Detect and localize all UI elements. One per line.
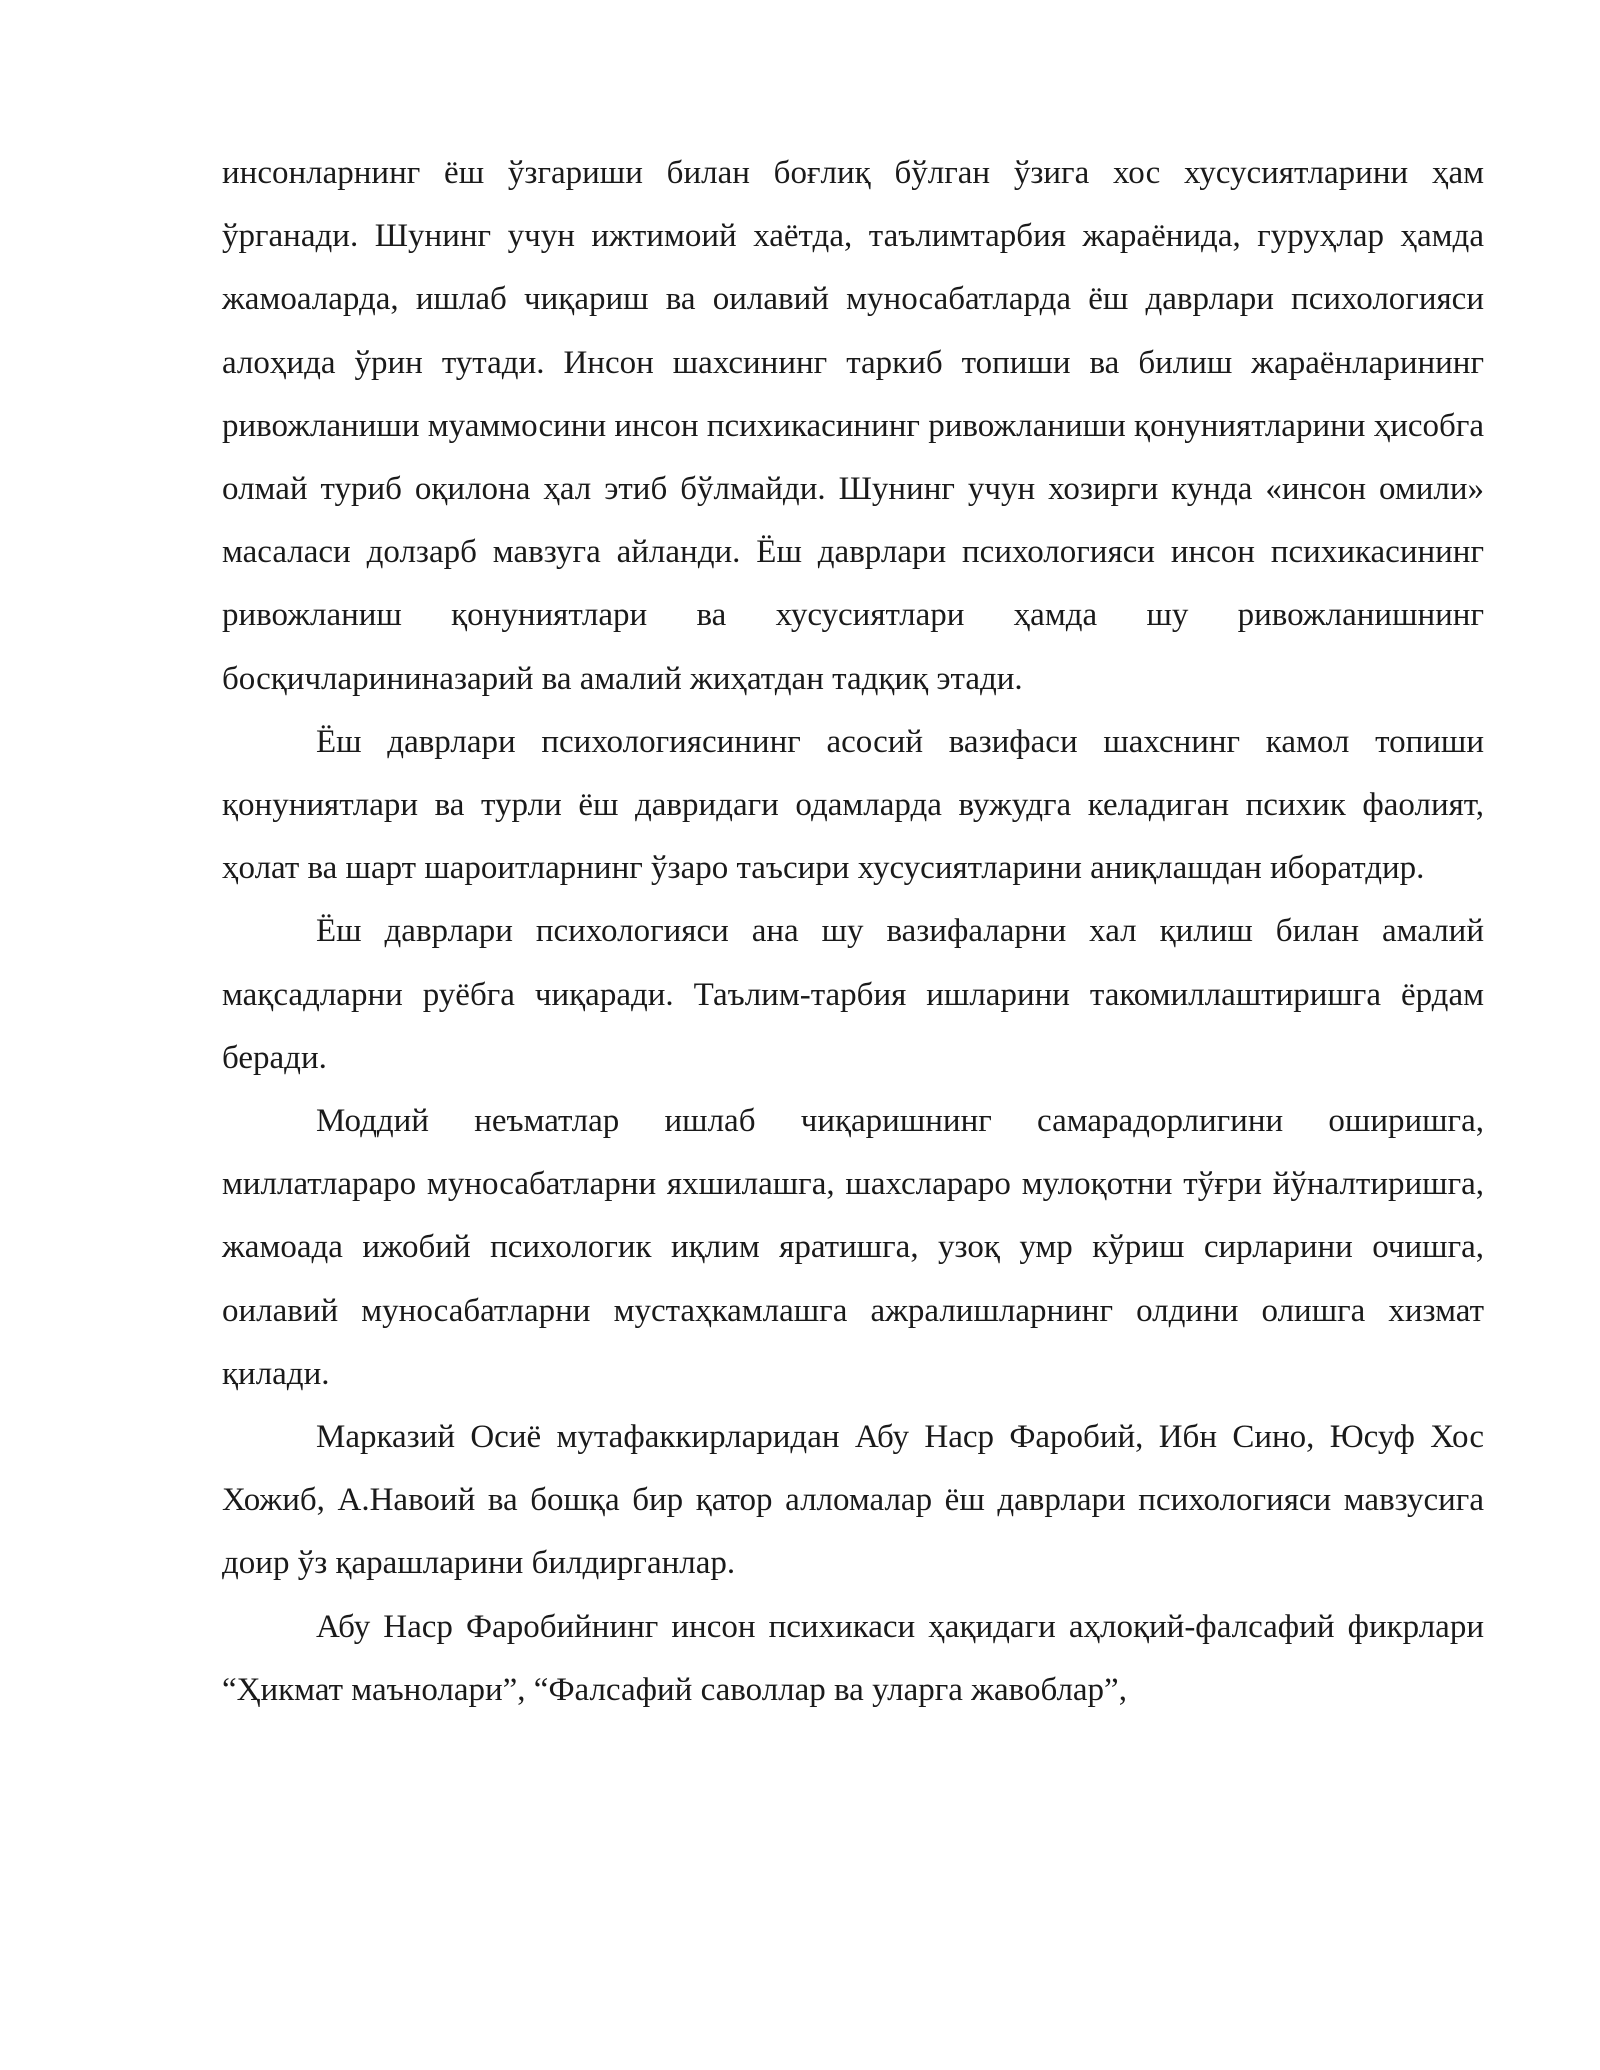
document-body [222, 142, 1484, 1722]
paragraph-practical-goals: Ёш даврлари психологияси ана шу вазифаларни хал қилиш билан амалий мақсадларни руёбга чиқаради. Таълим-тарбия ишларини такомиллаштиришга ёрдам беради. [222, 913, 1484, 1076]
paragraph-farabi: Абу Наср Фаробийнинг инсон психикаси ҳақидаги аҳлоқий-фалсафий фикрлари “Ҳикмат маънолари”, “Фалсафий саволлар ва уларга жавоблар”, [222, 1608, 1484, 1708]
paragraph-material-goods: Моддий неъматлар ишлаб чиқаришнинг самарадорлигини оширишга, миллатлараро муносабатларни яхшилашга, шахслараро мулоқотни тўғри йўналтиришга, жамоада ижобий психологик иқлим яратишга, узоқ умр кўриш сирларини очишга, оилавий муносабатларни мустаҳкамлашга ажралишларнинг олдини олишга хизмат қилади. [222, 1103, 1484, 1392]
paragraph-continuation: инсонларнинг ёш ўзгариши билан боғлиқ бўлган ўзига хос хусусиятларини ҳам ўрганади. Шунинг учун ижтимоий хаётда, таълимтарбия жараёнида, гуруҳлар ҳамда жамоаларда, ишлаб чиқариш ва оилавий муносабатларда ёш даврлари психологияси алоҳида ўрин тутади. Инсон шахсининг таркиб топиши ва билиш жараёнларининг ривожланиши муаммосини инсон психикасининг ривожланиши қонуниятларини ҳисобга олмай туриб оқилона ҳал этиб бўлмайди. Шунинг учун хозирги кунда «инсон омили» масаласи долзарб мавзуга айланди. Ёш даврлари психологияси инсон психикасининг ривожланиш қонуниятлари ва хусусиятлари ҳамда шу ривожланишнинг босқичларининазарий ва амалий жиҳатдан тадқиқ этади. [222, 155, 1484, 697]
paragraph-tasks: Ёш даврлари психологиясининг асосий вазифаси шахснинг камол топиши қонуниятлари ва турли ёш давридаги одамларда вужудга келадиган психик фаолият, ҳолат ва шарт шароитларнинг ўзаро таъсири хусусиятларини аниқлашдан иборатдир. [222, 723, 1484, 887]
paragraph-central-asian-scholars: Марказий Осиё мутафаккирларидан Абу Наср Фаробий, Ибн Сино, Юсуф Хос Хожиб, А.Навоий ва бошқа бир қатор алломалар ёш даврлари психологияси мавзусига доир ўз қарашларини билдирганлар. [222, 1419, 1484, 1582]
